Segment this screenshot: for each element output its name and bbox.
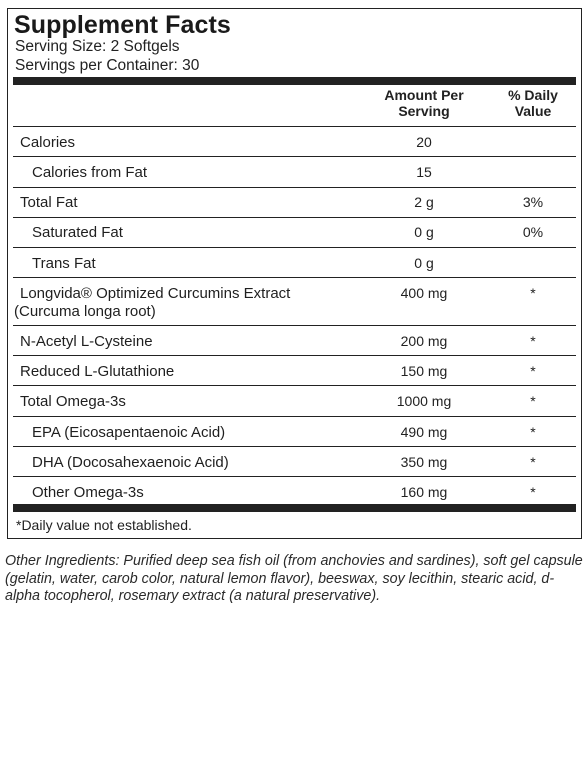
row-divider [13,187,576,188]
row-divider [13,156,576,157]
other-ingredients-text: Other Ingredients: Purified deep sea fish oil (from anchovies and sardines), soft gel capsule (gelatin, water, carob color, natural lemon flavor), beeswax, soy lecithin, stearic acid, d-alpha tocopherol, rosemary extract (a natural preservative). [5,553,583,604]
nutrient-dv: 3% [522,194,544,210]
nutrient-amount: 15 [416,164,432,180]
header-rule [13,126,576,127]
nutrient-label: Total Fat [20,194,78,211]
nutrient-label: Calories from Fat [32,164,148,181]
nutrient-amount: 200 mg [400,333,448,349]
nutrient-label: N-Acetyl L-Cysteine [20,333,153,350]
amount-per-serving-header [364,87,484,119]
supplement-facts-panel [7,8,582,539]
nutrient-label: Saturated Fat [32,224,123,241]
nutrient-dv: * [530,393,536,409]
nutrient-amount: 490 mg [400,424,448,440]
row-divider [13,385,576,386]
nutrient-amount: 150 mg [400,363,448,379]
nutrient-dv: * [530,363,536,379]
nutrient-dv: * [530,333,536,349]
row-divider [13,355,576,356]
servings-per-container: Servings per Container: 30 [15,57,200,74]
nutrient-sublabel: (Curcuma longa root) [14,303,156,320]
nutrient-label: Reduced L-Glutathione [20,363,175,380]
bottom-thick-rule [13,504,576,512]
row-divider [13,416,576,417]
nutrient-amount: 400 mg [400,285,448,301]
nutrient-amount: 2 g [414,194,434,210]
nutrient-dv: * [530,454,536,470]
daily-value-footnote: *Daily value not established. [16,517,192,533]
row-divider [13,217,576,218]
amount-header-line2: Serving [398,103,450,119]
nutrient-amount: 160 mg [400,484,448,500]
daily-value-header [478,87,588,119]
nutrient-amount: 20 [416,134,432,150]
nutrient-dv: * [530,424,536,440]
serving-size: Serving Size: 2 Softgels [15,38,180,55]
nutrient-amount: 350 mg [400,454,448,470]
row-divider [13,247,576,248]
dv-header-line1: % Daily [508,87,558,103]
nutrient-label: Calories [20,134,76,151]
row-divider [13,277,576,278]
nutrient-label: Total Omega-3s [20,393,126,410]
top-thick-rule [13,77,576,85]
nutrient-dv: 0% [522,224,544,240]
nutrient-amount: 0 g [414,224,434,240]
nutrient-label: EPA (Eicosapentaenoic Acid) [32,424,226,441]
row-divider [13,325,576,326]
nutrient-label: Longvida® Optimized Curcumins Extract [20,285,291,302]
nutrient-label: DHA (Docosahexaenoic Acid) [32,454,229,471]
nutrient-label: Other Omega-3s [32,484,144,501]
nutrient-dv: * [530,484,536,500]
nutrient-amount: 1000 mg [396,393,452,409]
row-divider [13,476,576,477]
row-divider [13,446,576,447]
panel-title: Supplement Facts [14,11,231,39]
amount-header-line1: Amount Per [384,87,464,103]
nutrient-dv: * [530,285,536,301]
nutrient-label: Trans Fat [32,255,96,272]
nutrient-amount: 0 g [414,255,434,271]
dv-header-line2: Value [514,103,552,119]
